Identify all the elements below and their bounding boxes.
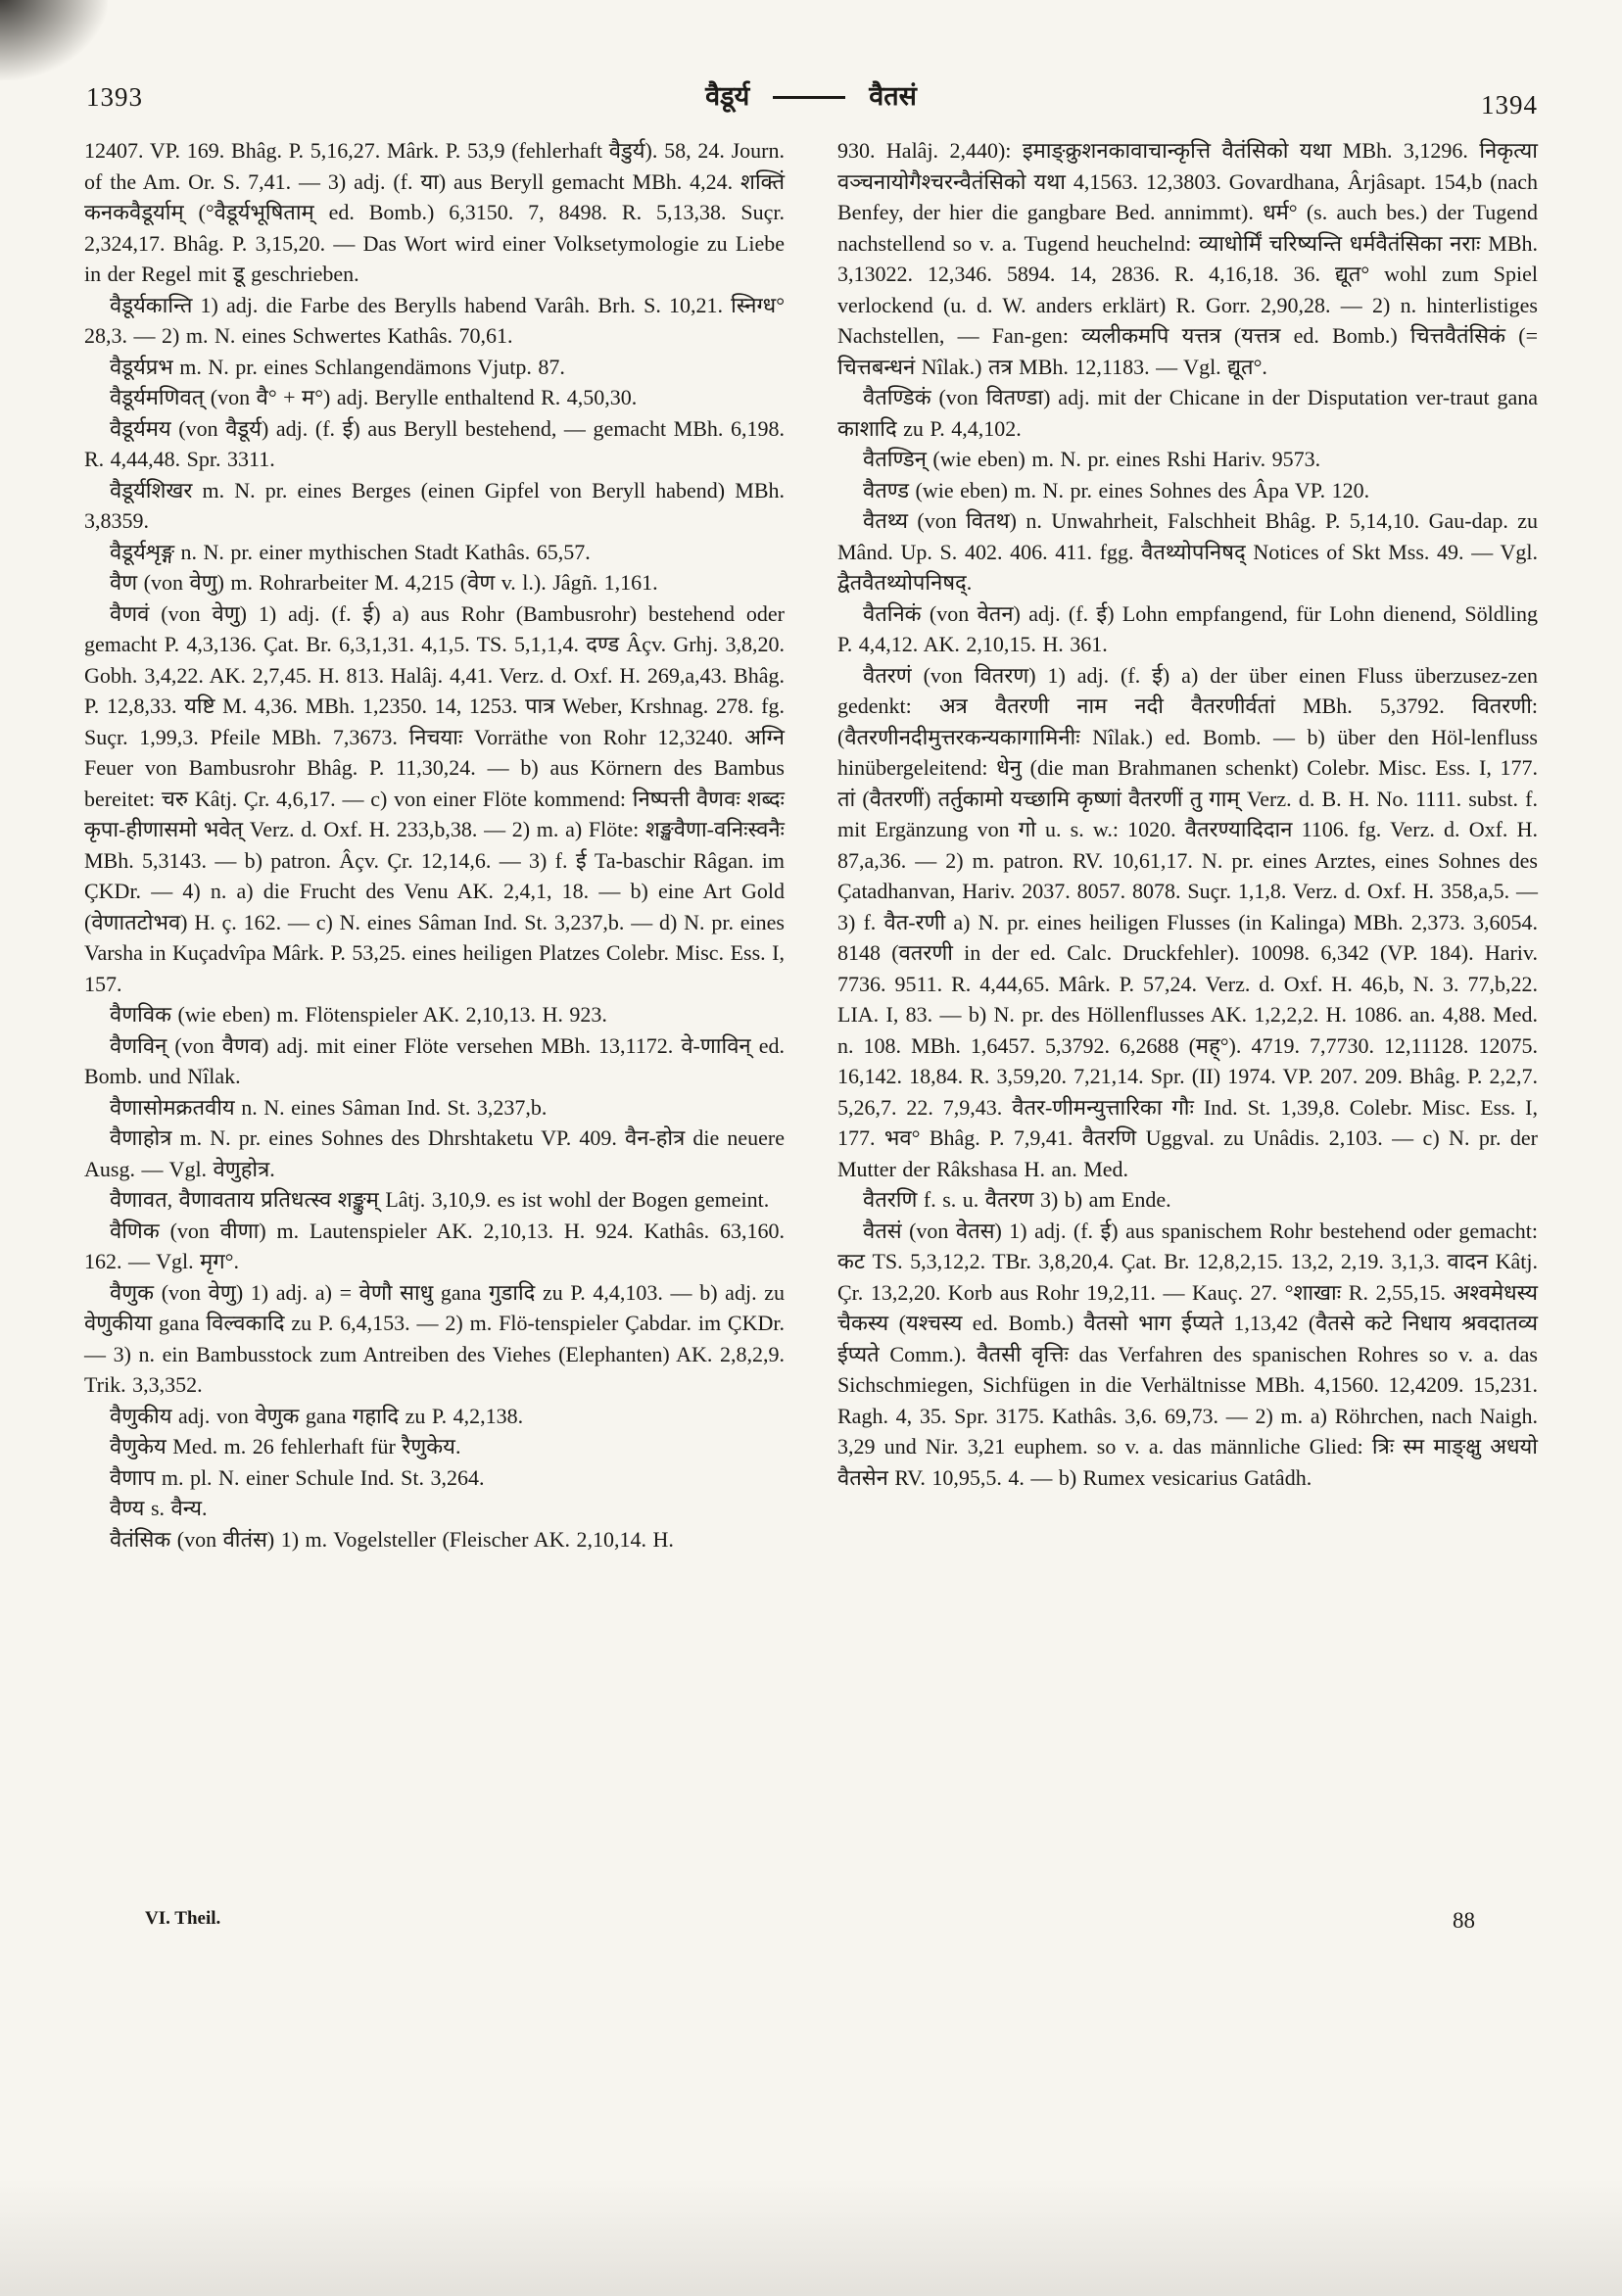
dictionary-entry: वैणविक (wie eben) m. Flötenspieler AK. 2,10,13. H. 923. <box>110 1002 607 1027</box>
dictionary-entry: वैणविन् (von वैणव) adj. mit einer Flöte versehen MBh. 13,1172. वे-णाविन् ed. Bomb. und Nîlak. <box>84 1032 785 1088</box>
header-word-right: वैतसं <box>869 81 917 111</box>
text-columns <box>84 135 1538 1555</box>
dictionary-entry: वैडूर्यशिखर m. N. pr. eines Berges (einen Gipfel von Beryll habend) MBh. 3,8359. <box>84 477 785 533</box>
header-rule <box>773 96 845 99</box>
dictionary-entry: वैडूर्यप्रभ m. N. pr. eines Schlangendämons Vjutp. 87. <box>110 354 565 379</box>
scan-artifact-shade <box>0 2178 1622 2296</box>
scan-artifact-smudge <box>0 0 108 80</box>
dictionary-entry: वैतरणं (von वितरण) 1) adj. (f. ई) a) der über einen Fluss überzusez-zen gedenkt: अत्र वैतरणी नाम नदी वैतरणीर्वतां MBh. 5,3792. वितरणी: (वैतरणीनदीमुत्तरकन्यकागामिनीः Nîlak.) ed. Bomb. — b) über den Höl-lenfluss hinübergeleitend: धेनु (die man Brahmanen schenkt) Colebr. Misc. Ess. I, 177. तां (वैतरणीं) तर्तुकामो यच्छामि कृष्णां वैतरणीं तु गाम् Verz. d. B. H. No. 1111. subst. f. mit Ergänzung von गो u. s. w.: 1020. वैतरण्यादिदान 1106. fg. Verz. d. Oxf. H. 87,a,36. — 2) m. patron. RV. 10,61,17. N. pr. eines Arztes, eines Sohnes des Çatadhanvan, Hariv. 2037. 8057. 8078. Suçr. 1,1,8. Verz. d. Oxf. H. 358,a,5. — 3) f. वैत-रणी a) N. pr. eines heiligen Flusses (in Kalinga) MBh. 2,373. 3,6054. 8148 (वतरणी in der ed. Calc. Druckfehler). 10098. 6,342 (VP. 184). Hariv. 7736. 9511. R. 4,44,65. Mârk. P. 57,24. Verz. d. Oxf. H. 46,b, N. 3. 77,b,22. LIA. I, 83. — b) N. pr. des Höllenflusses AK. 1,2,2,2. H. 1086. an. 4,88. Med. n. 108. MBh. 1,6457. 5,3792. 6,2688 (मह्°). 4719. 7,7730. 12,11128. 12075. 16,142. 18,84. R. 3,59,20. 7,21,14. Spr. (II) 1974. VP. 207. 209. Bhâg. P. 2,2,7. 5,26,7. 22. 7,9,43. वैतर-णीमन्युत्तारिका गौः Ind. St. 1,39,8. Colebr. Misc. Ess. I, 177. भव° Bhâg. P. 7,9,41. वैतरणि Uggval. zu Unâdis. 2,103. — c) N. pr. der Mutter der Râkshasa H. an. Med. <box>837 662 1538 1181</box>
dictionary-entry: वैडूर्यकान्ति 1) adj. die Farbe des Berylls habend Varâh. Brh. S. 10,21. स्निग्ध° 28,3. — 2) m. N. eines Schwertes Kathâs. 70,61. <box>84 292 785 348</box>
dictionary-entry: वैणावत, वैणावताय प्रतिधत्स्व शङ्कुम् Lâtj. 3,10,9. es ist wohl der Bogen gemeint. <box>110 1187 770 1212</box>
dictionary-entry: वैणुक (von वेणु) 1) adj. a) = वेणौ साधु gana गुडादि zu P. 4,4,103. — b) adj. zu वेणुकीया gana विल्वकादि zu P. 6,4,153. — 2) m. Flö-tenspieler Çabdar. im ÇKDr. — 3) n. ein Bambusstock zum Antreiben des Viehes (Elephanten) AK. 2,8,2,9. Trik. 3,3,352. <box>84 1279 785 1397</box>
dictionary-entry: वैतंसिक (von वीतंस) 1) m. Vogelsteller (Fleischer AK. 2,10,14. H. <box>110 1526 674 1552</box>
dictionary-entry: वैतण्डिन् (wie eben) m. N. pr. eines Rshi Hariv. 9573. <box>863 447 1321 471</box>
right-column <box>837 135 1538 1555</box>
dictionary-entry: वैणिक (von वीणा) m. Lautenspieler AK. 2,10,13. H. 924. Kathâs. 63,160. 162. — Vgl. मृग°. <box>84 1218 785 1273</box>
dictionary-entry: वैतथ्य (von वितथ) n. Unwahrheit, Falschheit Bhâg. P. 5,14,10. Gau-dap. zu Mând. Up. S. 402. 406. 411. fgg. वैतथ्योपनिषद् Notices of Skt Mss. 49. — Vgl. द्वैतवैतथ्योपनिषद्. <box>837 508 1538 595</box>
dictionary-entry: वैणवं (von वेणु) 1) adj. (f. ई) a) aus Rohr (Bambusrohr) bestehend oder gemacht P. 4,3,136. Çat. Br. 6,3,1,31. 4,1,5. TS. 5,1,1,4. दण्ड Âçv. Grhj. 3,8,20. Gobh. 3,4,22. AK. 2,7,45. H. 813. Halâj. 4,41. Verz. d. Oxf. H. 269,a,43. Bhâg. P. 12,8,33. यष्टि M. 4,36. MBh. 1,2350. 14, 1253. पात्र Weber, Krshnag. 278. fg. Suçr. 1,99,3. Pfeile MBh. 7,3673. निचयाः Vorräthe von Rohr 12,3240. अग्नि Feuer von Bambusrohr Bhâg. P. 11,30,24. — b) aus Körnern des Bambus bereitet: चरु Kâtj. Çr. 4,6,17. — c) von einer Flöte kommend: निष्पत्ती वैणवः शब्दः कृपा-हीणासमो भवेत् Verz. d. Oxf. H. 233,b,38. — 2) m. a) Flöte: शङ्खवैणा-वनिःस्वनैः MBh. 5,3143. — b) patron. Âçv. Çr. 12,14,6. — 3) f. ई Ta-baschir Râgan. im ÇKDr. — 4) n. a) die Frucht des Venu AK. 2,4,1, 18. — b) eine Art Gold (वेणातटोभव) H. ç. 162. — c) N. eines Sâman Ind. St. 3,237,b. — d) N. pr. eines Varsha in Kuçadvîpa Mârk. P. 53,25. eines heiligen Platzes Colebr. Misc. Ess. I, 157. <box>84 600 785 996</box>
dictionary-entry: वैणुकीय adj. von वेणुक gana गहादि zu P. 4,2,138. <box>110 1403 524 1428</box>
dictionary-entry: वैणासोमक्रतवीय n. N. eines Sâman Ind. St. 3,237,b. <box>110 1094 548 1120</box>
dictionary-entry: वैण (von वेणु) m. Rohrarbeiter M. 4,215 (वेण v. l.). Jâgñ. 1,161. <box>110 570 658 595</box>
dictionary-entry: वैतरणि f. s. u. वैतरण 3) b) am Ende. <box>863 1187 1171 1212</box>
dictionary-entry: वैडूर्यमणिवत् (von वै° + म°) adj. Berylle enthaltend R. 4,50,30. <box>110 385 638 409</box>
sheet-number: 88 <box>1453 1908 1475 1933</box>
dictionary-entry: वैडूर्यमय (von वैडूर्य) adj. (f. ई) aus Beryll bestehend, — gemacht MBh. 6,198. R. 4,44,48. Spr. 3311. <box>84 415 785 471</box>
dictionary-entry: वैडूर्यशृङ्ग n. N. pr. einer mythischen Stadt Kathâs. 65,57. <box>110 539 591 564</box>
dictionary-entry: वैतनिकं (von वेतन) adj. (f. ई) Lohn empfangend, für Lohn dienend, Söldling P. 4,4,12. AK. 2,10,15. H. 361. <box>837 600 1538 656</box>
volume-note: VI. Theil. <box>145 1908 221 1929</box>
dictionary-entry: वैतण्डिकं (von वितण्डा) adj. mit der Chicane in der Disputation ver-traut gana काशादि zu P. 4,4,102. <box>837 385 1538 441</box>
running-head-title <box>0 76 1622 113</box>
dictionary-entry: वैणुकेय Med. m. 26 fehlerhaft für रैणुकेय. <box>110 1434 461 1459</box>
entry-continuation: 12407. VP. 169. Bhâg. P. 5,16,27. Mârk. P. 53,9 (fehlerhaft वैडुर्य). 58, 24. Journ. of the Am. Or. S. 7,41. — 3) adj. (f. या) aus Beryll gemacht MBh. 4,24. शक्तिं कनकवैडूर्याम् (°वैडूर्यभूषिताम् ed. Bomb.) 6,3150. 7, 8498. R. 5,13,38. Suçr. 2,324,17. Bhâg. P. 3,15,20. — Das Wort wird einer Volksetymologie zu Liebe in der Regel mit डू geschrieben. <box>84 138 785 286</box>
dictionary-entry: वैणाहोत्र m. N. pr. eines Sohnes des Dhrshtaketu VP. 409. वैन-होत्र die neuere Ausg. — Vgl. वेणुहोत्र. <box>84 1125 785 1181</box>
header-word-left: वैडूर्य <box>705 81 750 111</box>
entry-continuation: 930. Halâj. 2,440): इमाङ्क्रुशनकावाचान्कृत्ति वैतंसिको यथा MBh. 3,1296. निकृत्या वञ्चनायोगैश्चरन्वैतंसिको यथा 4,1563. 12,3803. Govardhana, Ârjâsapt. 154,b (nach Benfey, der hier die gangbare Bed. annimmt). धर्म° (s. auch bes.) der Tugend nachstellend so v. a. Tugend heuchelnd: व्याधोर्मिं चरिष्यन्ति धर्मवैतंसिका नराः MBh. 3,13022. 12,346. 5894. 14, 2836. R. 4,16,18. 36. द्यूत° wohl zum Spiel verlockend (u. d. W. anders erklärt) R. Gorr. 2,90,28. — 2) n. hinterlistiges Nachstellen, — Fan-gen: व्यलीकमपि यत्तत्र (यत्तत्र ed. Bomb.) चित्तवैतंसिकं (= चित्तबन्धनं Nîlak.) तत्र MBh. 12,1183. — Vgl. द्यूत°. <box>837 138 1538 379</box>
running-head <box>0 76 1622 120</box>
page-number-right: 1394 <box>1481 90 1538 120</box>
dictionary-entry: वैतसं (von वेतस) 1) adj. (f. ई) aus spanischem Rohr bestehend oder gemacht: कट TS. 5,3,12,2. TBr. 3,8,20,4. Çat. Br. 12,8,2,15. 13,2, 2,19. 3,1,3. वादन Kâtj. Çr. 13,2,20. Korb aus Rohr 19,2,11. — Kauç. 27. °शाखाः R. 2,55,15. अश्वमेधस्य चैकस्य (यश्चस्य ed. Bomb.) वैतसो भाग ईप्यते 1,13,42 (वैतसे कटे निधाय श्रवदातव्य ईप्यते Comm.). वैतसी वृत्तिः das Verfahren des spanischen Rohres so v. a. das Sichschmiegen, Sichfügen in die Verhältnisse MBh. 4,1560. 12,4209. 15,231. Ragh. 4, 35. Spr. 3175. Kathâs. 3,6. 69,73. — 2) m. a) Röhrchen, nach Naigh. 3,29 und Nir. 3,21 euphem. so v. a. das männliche Glied: त्रिः स्म माङ्क्षु अधयो वैतसेन RV. 10,95,5. 4. — b) Rumex vesicarius Gatâdh. <box>837 1218 1538 1490</box>
left-column <box>84 135 785 1555</box>
dictionary-entry: वैतण्ड (wie eben) m. N. pr. eines Sohnes des Âpa VP. 120. <box>863 477 1370 502</box>
dictionary-entry: वैणाप m. pl. N. einer Schule Ind. St. 3,264. <box>110 1464 485 1490</box>
page-number-left: 1393 <box>86 82 143 112</box>
dictionary-entry: वैण्य s. वैन्य. <box>110 1496 208 1520</box>
